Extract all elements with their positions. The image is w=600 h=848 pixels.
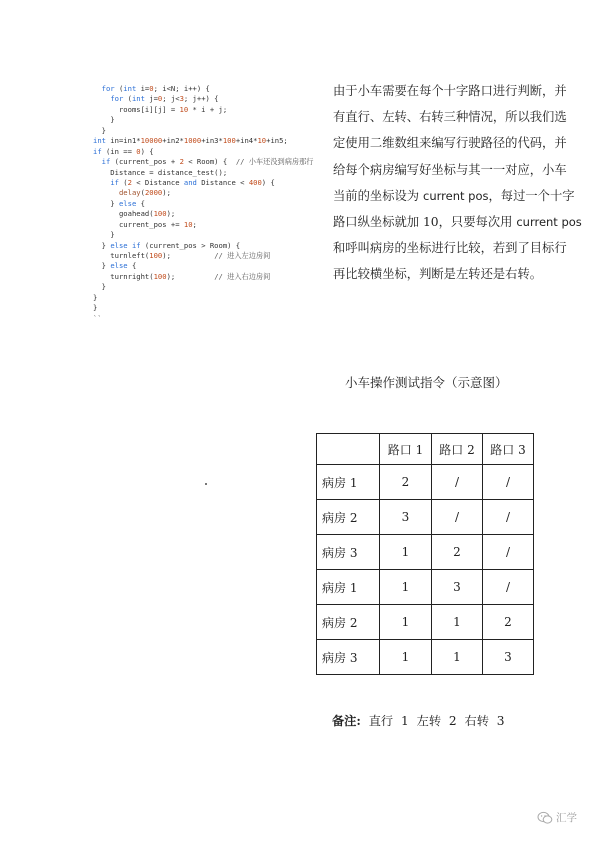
paragraph-line [333,130,600,156]
code-token: 100 [222,136,236,146]
code-token: ); [162,188,171,198]
code-token: in=in1* [105,136,141,146]
watermark-logo [537,810,577,825]
table-cell: 2 [380,465,432,500]
code-line [93,84,333,94]
code-token: // 进入右边房间 [214,271,271,281]
code-token: int [93,136,106,146]
code-token: } [93,115,115,125]
row-header: 病房 2 [317,500,380,535]
table-row [317,605,534,640]
code-token: } [93,198,119,208]
code-token: (current_pos + [110,157,180,167]
note-text: 直行 1 左转 2 右转 3 [368,714,505,728]
watermark-text: 汇学 [556,812,577,824]
code-token: turnleft( [93,251,150,260]
code-token: +in3* [201,136,223,146]
paragraph-line [333,235,600,261]
wechat-icon [537,811,553,825]
code-token: ) { [140,146,154,156]
code-token: delay [118,188,141,198]
code-token [93,157,102,166]
column-header [317,434,380,465]
table-cell: / [483,570,534,605]
table-row [317,535,534,570]
code-token: ( [114,84,124,93]
code-token: (current_pos > Room) { [140,240,241,250]
code-token: // 小车还没到病房那行 [235,157,314,167]
code-token: 100 [153,271,167,281]
code-block [93,84,333,344]
code-token: } [93,303,98,313]
table-row [317,570,534,605]
row-header: 病房 2 [317,605,380,640]
code-token: < Distance [131,177,184,187]
code-token: 3 [179,94,184,104]
column-header: 路口 2 [432,434,483,465]
code-token: } [93,282,106,292]
code-token: ( [140,188,145,198]
code-token: } [93,292,98,302]
paragraph-segment: ，每过一个十字 [488,188,575,203]
table-cell: 3 [432,570,483,605]
code-token: 0 [149,84,154,93]
code-token: ; j< [162,94,180,104]
code-token: ) { [261,177,275,187]
code-token: int [123,84,137,93]
code-line [93,261,333,271]
code-line [93,293,333,303]
code-token: ); [162,251,215,260]
command-table [316,433,534,675]
code-token: Distance = distance_test(); [93,167,228,177]
table-cell: 2 [432,535,483,570]
code-token: } [93,230,115,240]
code-line [93,251,333,261]
code-token [93,84,102,93]
code-token: 0 [157,94,163,104]
code-token: ; j++) { [183,94,219,104]
code-token: 10 [257,136,267,146]
code-line [93,115,333,125]
code-token: 10000 [140,136,163,146]
code-token: 10 [179,104,189,114]
code-token: 2 [127,177,132,187]
code-token: } [93,261,111,271]
code-token [93,178,110,187]
code-token: if [93,146,102,156]
code-token: { [127,261,137,271]
paragraph-segment: 路口纵坐标就加 10，只要每次用 [333,214,517,229]
table-row [317,465,534,500]
code-token: ( [123,94,132,104]
table-cell: / [432,500,483,535]
code-token: +in4* [235,136,258,146]
code-token: j= [144,94,158,104]
code-line [93,199,333,209]
table-cell: 1 [432,605,483,640]
code-token: ; [192,219,197,229]
code-line [93,157,333,167]
table-cell: / [483,500,534,535]
table-cell: 1 [380,640,432,675]
paragraph-line [333,104,600,130]
row-header: 病房 1 [317,570,380,605]
code-token: } [93,125,106,135]
code-token: +in5; [266,136,288,146]
paragraph-line [333,78,600,104]
column-header: 路口 3 [483,434,534,465]
table-cell: 1 [432,640,483,675]
code-line [93,220,333,230]
table-cell: 1 [380,535,432,570]
stray-dot [205,483,207,485]
table-cell: 3 [380,500,432,535]
code-token: (in == [101,146,137,156]
table-note [332,712,505,729]
paragraph-segment: 由于小车需要在每个十字路口进行判断，并 [333,84,567,98]
code-line [93,230,333,240]
code-token: else [110,261,128,271]
paragraph-segment: current pos [516,214,582,229]
code-line [93,314,333,324]
code-token: i= [136,84,150,93]
code-token: ); [166,271,215,281]
code-token: for [110,94,124,104]
code-line [93,188,333,198]
paragraph-line [333,261,600,287]
table-cell: 3 [483,640,534,675]
table-cell: 2 [483,605,534,640]
code-token: < Room) { [183,157,236,167]
table-cell: 1 [380,605,432,640]
paragraph-line [333,209,600,235]
paragraph-segment: 再比较横坐标，判断是左转还是右转。 [333,267,543,282]
code-token: 10 [183,219,193,229]
table-cell: / [432,465,483,500]
table-row [317,640,534,675]
code-line [93,282,333,292]
column-header: 路口 1 [380,434,432,465]
table-caption: 小车操作测试指令（示意图） [345,375,508,390]
code-token: +in2* [162,136,184,146]
note-label: 备注: [332,714,361,728]
code-token: if [101,157,111,167]
code-line [93,178,333,188]
table-row [317,500,534,535]
code-token: turnright( [93,271,154,281]
code-token: `` [93,313,102,323]
code-token: rooms[i][j] = [93,104,180,114]
code-token: else [118,198,137,208]
paragraph-segment: 当前的坐标设为 [333,188,423,203]
row-header: 病房 3 [317,640,380,675]
code-token: { [136,198,145,208]
code-line [93,147,333,157]
code-line [93,303,333,313]
code-token: 1000 [183,136,202,146]
code-token: and [183,177,197,187]
description-paragraph [333,78,600,308]
code-line [93,209,333,219]
code-token: current_pos += [93,219,184,229]
code-token: // 进入左边房间 [214,251,271,260]
code-token: if [110,177,119,187]
code-line [93,105,333,115]
code-token [93,188,119,197]
code-token: 2 [179,157,184,167]
code-line [93,272,333,282]
code-token: else if [110,240,141,250]
code-token: 0 [136,146,141,156]
code-line [93,168,333,178]
table-header-row [317,434,534,465]
table-cell: 1 [380,570,432,605]
code-token: 100 [149,251,163,260]
table-cell: / [483,465,534,500]
paragraph-segment: current pos [423,188,489,203]
code-line [93,94,333,104]
code-token: ( [118,177,128,187]
code-line [93,136,333,146]
code-line [93,241,333,251]
paragraph-segment: 定使用二维数组来编写行驶路径的代码，并 [333,136,567,151]
paragraph-line [333,183,600,209]
row-header: 病房 3 [317,535,380,570]
paragraph-segment: 有直行、左转、右转三种情况，所以我们选 [333,110,567,125]
code-token: int [131,94,145,104]
paragraph-segment: 给每个病房编写好坐标与其一一对应，小车 [333,162,567,177]
table-cell: / [483,535,534,570]
code-token: * i + j; [188,104,228,114]
code-token: 100 [153,209,167,219]
row-header: 病房 1 [317,465,380,500]
code-token: goahead( [93,209,154,219]
code-token: 400 [248,177,262,187]
code-token: } [93,240,111,250]
code-line [93,126,333,136]
code-token: Distance < [196,177,249,187]
paragraph-line [333,157,600,183]
paragraph-segment: 和呼叫病房的坐标进行比较，若到了目标行 [333,241,567,256]
code-token [93,94,110,103]
code-token: for [101,84,115,93]
code-token: ); [166,209,176,219]
code-token: ; i<N; i++) { [153,84,210,93]
code-token: 2000 [144,188,163,198]
